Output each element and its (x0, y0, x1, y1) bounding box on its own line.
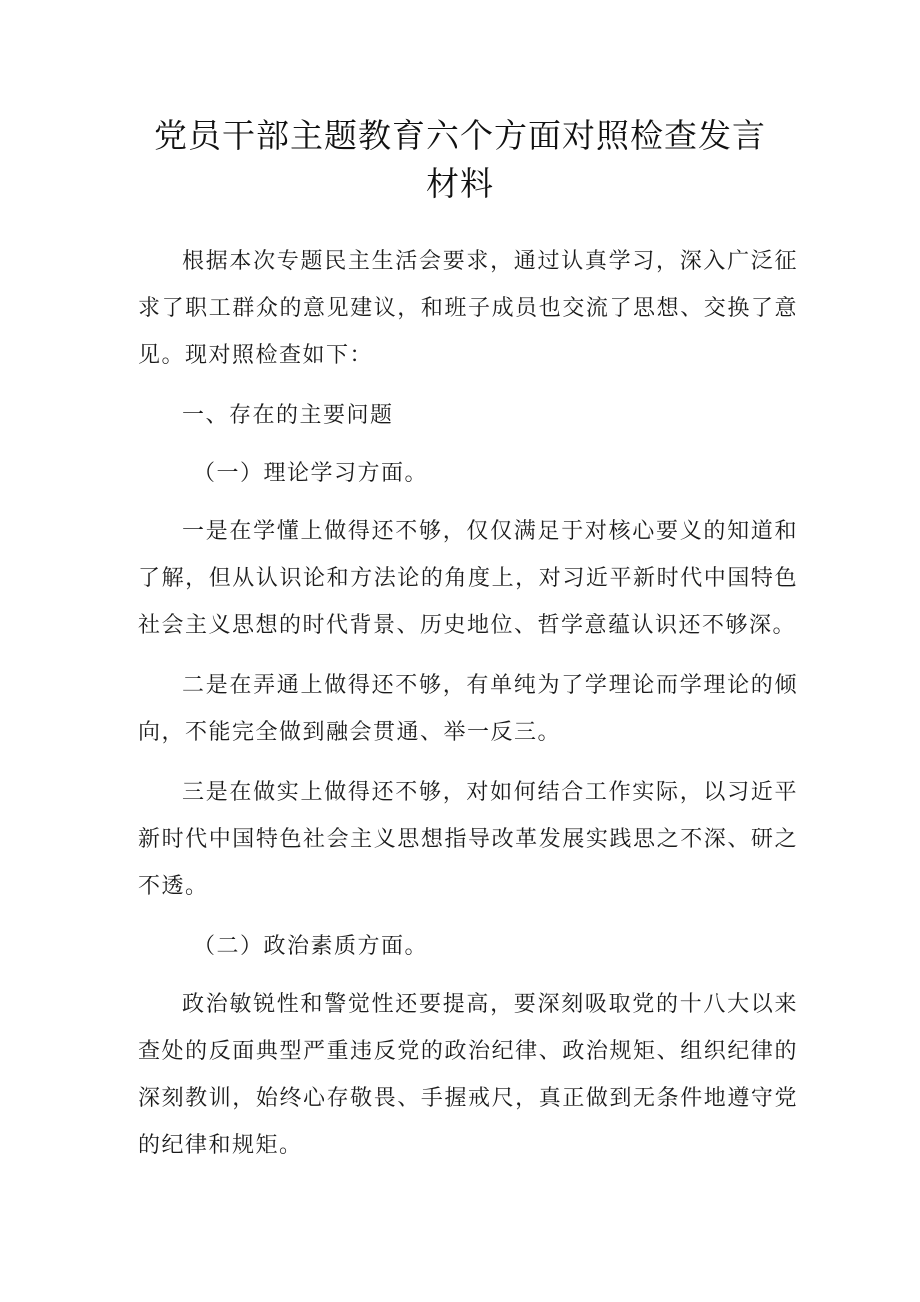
document-title (120, 112, 800, 208)
paragraph-politics-1: 政治敏锐性和警觉性还要提高，要深刻吸取党的十八大以来查处的反面典型严重违反党的政治纪律、政治规矩、组织纪律的深刻教训，始终心存敬畏、手握戒尺，真正做到无条件地遵守党的纪律和规矩。 (138, 992, 798, 1158)
paragraph-theory-1: 一是在学懂上做得还不够，仅仅满足于对核心要义的知道和了解，但从认识论和方法论的角度上，对习近平新时代中国特色社会主义思想的时代背景、历史地位、哲学意蕴认识还不够深。 (138, 519, 798, 638)
title-line-1: 党员干部主题教育六个方面对照检查发言 (154, 116, 766, 155)
document-body (138, 238, 798, 1182)
subsection-heading-2: （二）政治素质方面。 (193, 934, 429, 959)
paragraph-theory-3: 三是在做实上做得还不够，对如何结合工作实际，以习近平新时代中国特色社会主义思想指导改革发展实践思之不深、研之不透。 (138, 780, 798, 899)
title-line-2: 材料 (426, 164, 494, 203)
section-heading-1: 一、存在的主要问题 (182, 403, 394, 428)
intro-paragraph: 根据本次专题民主生活会要求，通过认真学习，深入广泛征求了职工群众的意见建议，和班子成员也交流了思想、交换了意见。现对照检查如下： (138, 249, 798, 368)
subsection-heading-1: （一）理论学习方面。 (193, 461, 429, 486)
paragraph-theory-2: 二是在弄通上做得还不够，有单纯为了学理论而学理论的倾向，不能完全做到融会贯通、举一反三。 (138, 673, 798, 745)
